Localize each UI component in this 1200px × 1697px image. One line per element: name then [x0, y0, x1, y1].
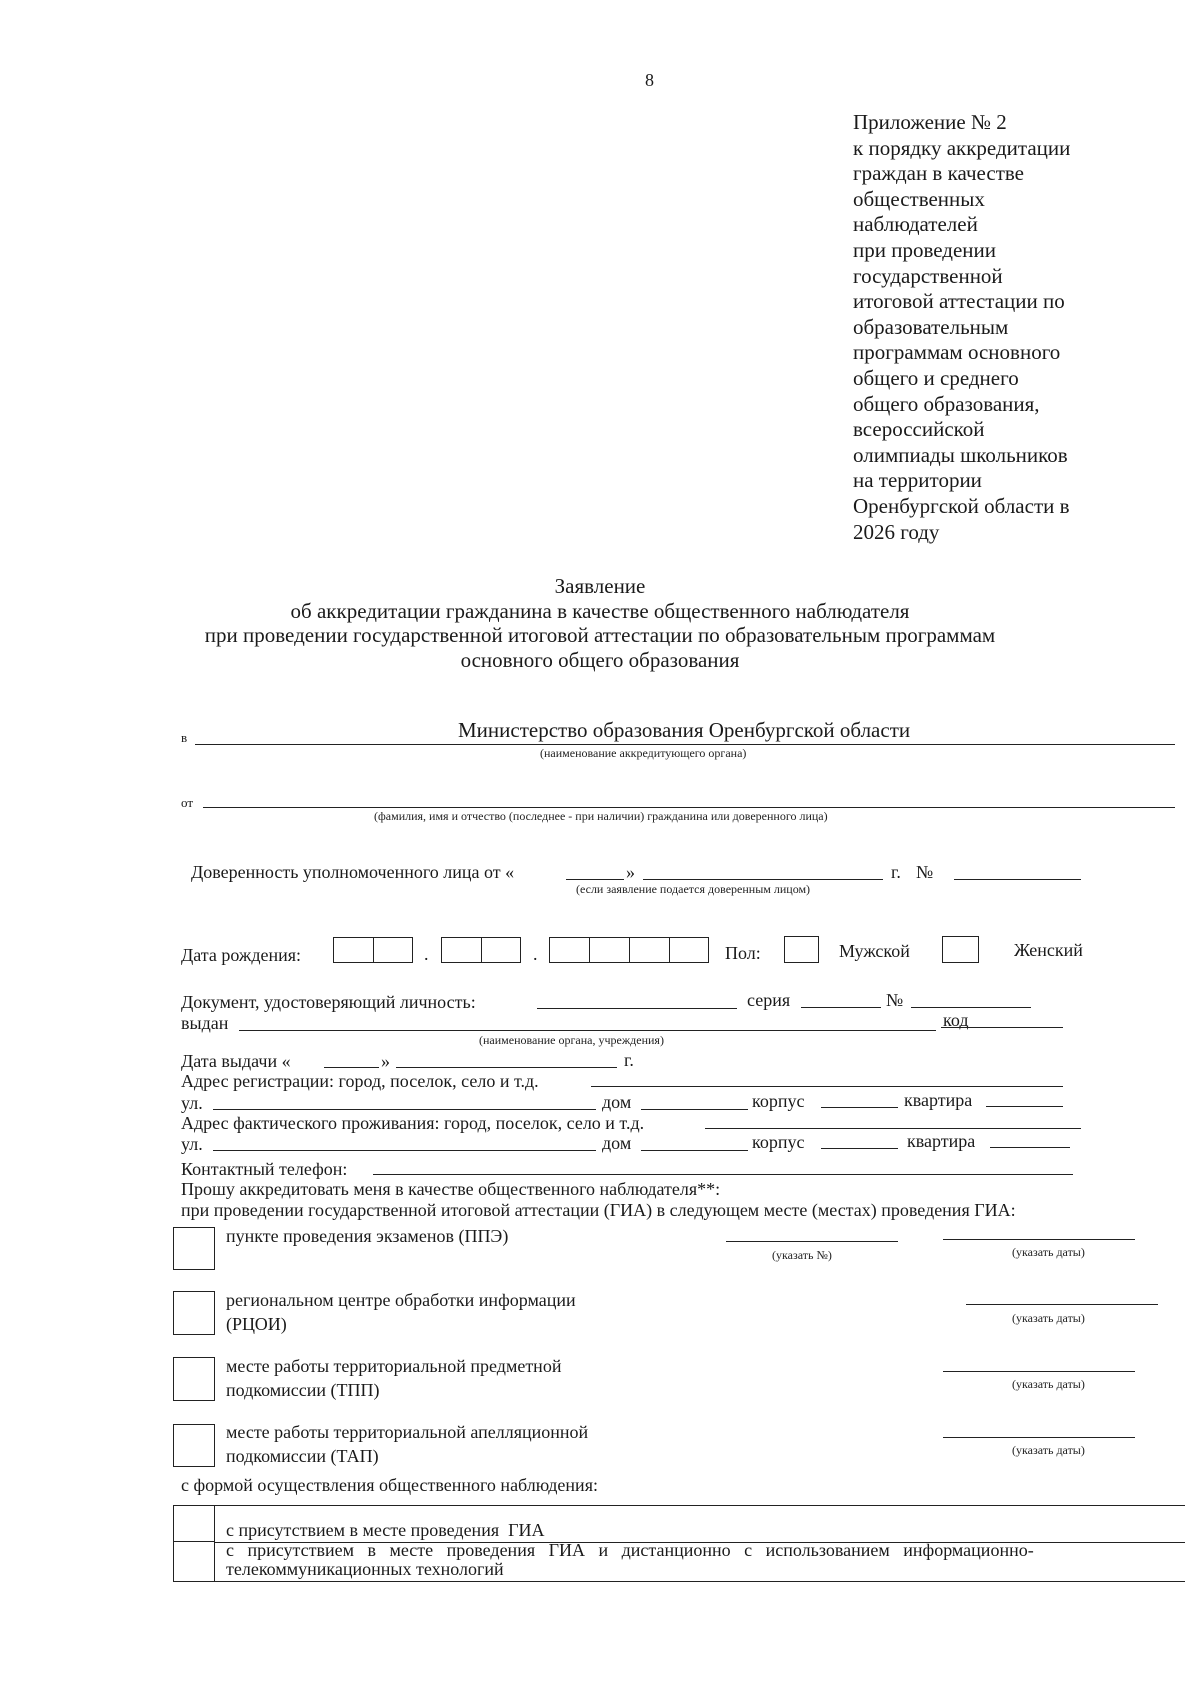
from-prefix: от	[181, 795, 194, 810]
registration-apartment-field[interactable]	[986, 1106, 1063, 1107]
proxy-month-field[interactable]	[643, 879, 883, 880]
phone-field[interactable]	[373, 1174, 1073, 1175]
issue-day-field[interactable]	[324, 1067, 379, 1068]
residence-street-label: ул.	[181, 1134, 203, 1154]
issue-date-label: Дата выдачи «	[181, 1051, 291, 1071]
male-checkbox[interactable]	[784, 936, 819, 963]
place-rcoi-label: (РЦОИ)	[226, 1314, 287, 1334]
proxy-quote: »	[626, 862, 635, 882]
residence-label: Адрес фактического проживания: город, поселок, село и т.д.	[181, 1113, 645, 1133]
place-ppe-label: пункте проведения экзаменов (ППЭ)	[226, 1226, 509, 1246]
place-rcoi-dates-caption: (указать даты)	[1012, 1311, 1085, 1325]
female-label: Женский	[1014, 940, 1083, 960]
identity-series-label: серия	[747, 990, 791, 1010]
registration-street-field[interactable]	[213, 1109, 596, 1110]
form-label: с формой осуществления общественного наблюдения:	[181, 1475, 598, 1495]
residence-apartment-field[interactable]	[990, 1147, 1070, 1148]
box-divider	[629, 938, 630, 962]
registration-apartment-label: квартира	[904, 1090, 973, 1110]
issued-by-label: выдан	[181, 1013, 229, 1033]
date-dot: .	[424, 944, 429, 964]
place-tap-label: месте работы территориальной апелляционной	[226, 1422, 589, 1442]
request-line: Прошу аккредитовать меня в качестве общественного наблюдателя**:	[181, 1179, 721, 1199]
appendix-line: всероссийской	[853, 417, 985, 442]
identity-number-field[interactable]	[911, 1007, 1031, 1008]
proxy-caption: (если заявление подается доверенным лицом)	[576, 882, 811, 896]
to-value: Министерство образования Оренбургской области	[458, 718, 911, 742]
place-ppe-checkbox[interactable]	[173, 1227, 215, 1270]
box-divider	[373, 938, 374, 962]
male-label: Мужской	[839, 941, 910, 961]
title-line: об аккредитации гражданина в качестве общественного наблюдателя	[290, 598, 910, 623]
appendix-line: Оренбургской области в	[853, 493, 1070, 518]
birth-year-boxes[interactable]	[549, 937, 709, 963]
identity-type-field[interactable]	[537, 1008, 737, 1009]
proxy-label: Доверенность уполномоченного лица от «	[191, 862, 515, 882]
birth-label: Дата рождения:	[181, 945, 302, 965]
appendix-line: итоговой аттестации по	[853, 289, 1065, 314]
appendix-line: олимпиады школьников	[853, 442, 1068, 467]
proxy-number-label: №	[916, 862, 934, 882]
residence-building-label: корпус	[752, 1132, 805, 1152]
to-field[interactable]	[195, 744, 1175, 745]
code-field[interactable]	[941, 1027, 1063, 1028]
place-tpp-dates-caption: (указать даты)	[1012, 1377, 1085, 1391]
title-line: основного общего образования	[460, 647, 740, 672]
residence-house-field[interactable]	[641, 1150, 748, 1151]
to-prefix: в	[181, 730, 188, 745]
appendix-line: 2026 году	[853, 519, 940, 544]
issued-by-caption: (наименование органа, учреждения)	[479, 1033, 664, 1047]
place-tap-label: подкомиссии (ТАП)	[226, 1446, 379, 1466]
appendix-line: образовательным	[853, 314, 1009, 339]
place-tpp-label: месте работы территориальной предметной	[226, 1356, 562, 1376]
appendix-line: общественных	[853, 186, 985, 211]
appendix-line: наблюдателей	[853, 212, 978, 237]
residence-building-field[interactable]	[821, 1148, 898, 1149]
female-checkbox[interactable]	[942, 936, 979, 963]
registration-label: Адрес регистрации: город, поселок, село и т.д.	[181, 1071, 539, 1091]
title-line: при проведении государственной итоговой аттестации по образовательным программам	[204, 623, 996, 647]
appendix-line: программам основного	[853, 340, 1061, 365]
registration-building-label: корпус	[752, 1091, 805, 1111]
place-tap-checkbox[interactable]	[173, 1424, 215, 1467]
from-field[interactable]	[203, 807, 1175, 808]
issue-quote: »	[381, 1051, 390, 1071]
code-label: код	[943, 1010, 969, 1030]
box-divider	[669, 938, 670, 962]
place-ppe-dates-caption: (указать даты)	[1012, 1245, 1085, 1259]
identity-number-label: №	[886, 990, 904, 1010]
residence-apartment-label: квартира	[907, 1131, 976, 1151]
page-number: 8	[645, 70, 654, 90]
registration-city-field[interactable]	[591, 1086, 1063, 1087]
form-option-label: с присутствием в месте проведения ГИА	[226, 1520, 545, 1540]
proxy-day-field[interactable]	[566, 879, 624, 880]
document-title	[0, 574, 1200, 672]
issued-by-field[interactable]	[239, 1030, 936, 1031]
issue-year-suffix: г.	[624, 1050, 634, 1070]
issue-month-field[interactable]	[396, 1067, 617, 1068]
place-tap-dates-caption: (указать даты)	[1012, 1443, 1085, 1457]
registration-street-label: ул.	[181, 1093, 203, 1113]
appendix-line: государственной	[853, 263, 1003, 288]
proxy-year-suffix: г.	[891, 862, 901, 882]
identity-label: Документ, удостоверяющий личность:	[181, 992, 476, 1012]
place-rcoi-label: региональном центре обработки информации	[226, 1290, 576, 1310]
proxy-number-field[interactable]	[954, 879, 1081, 880]
registration-building-field[interactable]	[821, 1107, 898, 1108]
registration-house-label: дом	[602, 1092, 632, 1112]
form-options-table	[173, 1505, 1185, 1582]
form-option-checkbox[interactable]	[173, 1506, 215, 1542]
place-ppe-number-caption: (указать №)	[772, 1248, 832, 1262]
date-dot: .	[533, 944, 538, 964]
appendix-block	[853, 110, 1070, 545]
identity-series-field[interactable]	[801, 1007, 881, 1008]
registration-house-field[interactable]	[641, 1109, 748, 1110]
place-tpp-label: подкомиссии (ТПП)	[226, 1380, 380, 1400]
gia-line: при проведении государственной итоговой аттестации (ГИА) в следующем месте (местах) проведения ГИА:	[181, 1200, 1016, 1220]
residence-house-label: дом	[602, 1133, 632, 1153]
place-ppe-dates-field[interactable]	[943, 1239, 1135, 1240]
phone-label: Контактный телефон:	[181, 1159, 348, 1179]
box-divider	[481, 938, 482, 962]
residence-street-field[interactable]	[213, 1150, 596, 1151]
place-ppe-number-field[interactable]	[726, 1241, 898, 1242]
appendix-line: общего образования,	[853, 391, 1040, 416]
appendix-line: при проведении	[853, 237, 997, 262]
form-option-label: с присутствием в месте проведения ГИА и дистанционно с использованием информационно-	[226, 1540, 1034, 1560]
place-tpp-dates-field[interactable]	[943, 1371, 1135, 1372]
appendix-line: граждан в качестве	[853, 161, 1024, 186]
title-line: Заявление	[554, 574, 646, 598]
appendix-line: Приложение № 2	[853, 110, 1007, 134]
appendix-line: к порядку аккредитации	[853, 135, 1071, 160]
place-tap-dates-field[interactable]	[943, 1437, 1135, 1438]
gender-label: Пол:	[725, 943, 761, 963]
box-divider	[589, 938, 590, 962]
appendix-line: на территории	[853, 468, 982, 493]
appendix-line: общего и среднего	[853, 365, 1019, 390]
residence-city-field[interactable]	[705, 1128, 1081, 1129]
place-rcoi-checkbox[interactable]	[173, 1291, 215, 1335]
birth-day-boxes[interactable]	[333, 937, 413, 963]
form-option-checkbox[interactable]	[173, 1542, 215, 1581]
form-option-label: телекоммуникационных технологий	[226, 1559, 504, 1579]
birth-month-boxes[interactable]	[441, 937, 521, 963]
place-rcoi-dates-field[interactable]	[966, 1304, 1158, 1305]
from-caption: (фамилия, имя и отчество (последнее - при наличии) гражданина или доверенного лица)	[374, 809, 828, 823]
to-caption: (наименование аккредитующего органа)	[540, 746, 747, 760]
place-tpp-checkbox[interactable]	[173, 1357, 215, 1401]
